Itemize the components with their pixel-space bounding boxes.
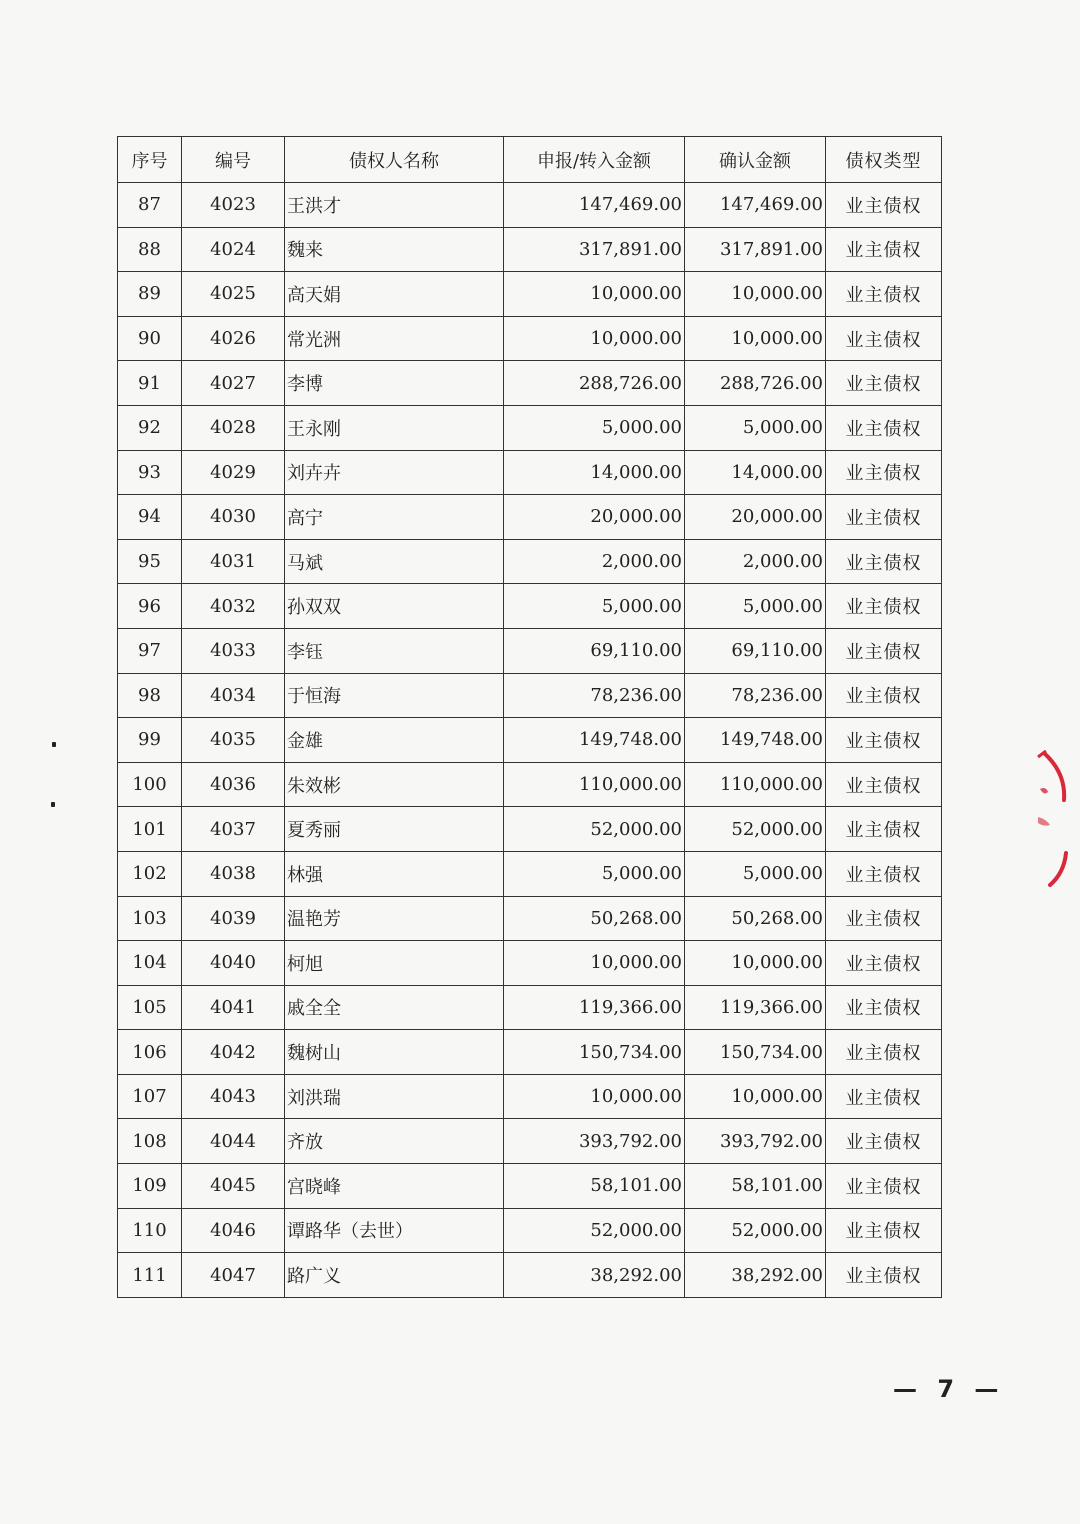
table-row — [118, 361, 942, 406]
cell-declared-amount: 317,891.00 — [504, 227, 685, 272]
cell-code: 4033 — [182, 628, 285, 673]
table-row — [118, 762, 942, 807]
cell-seq: 106 — [118, 1030, 182, 1075]
cell-seq: 99 — [118, 718, 182, 763]
cell-declared-amount: 20,000.00 — [504, 495, 685, 540]
table-row — [118, 183, 942, 228]
table-row — [118, 851, 942, 896]
cell-seq: 95 — [118, 539, 182, 584]
cell-seq: 93 — [118, 450, 182, 495]
cell-claim-type: 业主债权 — [826, 1030, 942, 1075]
cell-declared-amount: 5,000.00 — [504, 405, 685, 450]
table-row — [118, 941, 942, 986]
cell-code: 4043 — [182, 1074, 285, 1119]
cell-name: 夏秀丽 — [285, 807, 504, 852]
cell-name: 路广义 — [285, 1253, 504, 1298]
cell-code: 4034 — [182, 673, 285, 718]
table-row — [118, 1074, 942, 1119]
cell-code: 4025 — [182, 272, 285, 317]
cell-declared-amount: 288,726.00 — [504, 361, 685, 406]
cell-code: 4045 — [182, 1164, 285, 1209]
cell-confirmed-amount: 10,000.00 — [685, 1074, 826, 1119]
cell-confirmed-amount: 5,000.00 — [685, 851, 826, 896]
seal-stamp-fragment — [1030, 745, 1080, 890]
cell-claim-type: 业主债权 — [826, 851, 942, 896]
table-row — [118, 539, 942, 584]
cell-code: 4037 — [182, 807, 285, 852]
cell-confirmed-amount: 69,110.00 — [685, 628, 826, 673]
cell-name: 魏来 — [285, 227, 504, 272]
cell-confirmed-amount: 110,000.00 — [685, 762, 826, 807]
cell-seq: 94 — [118, 495, 182, 540]
cell-seq: 87 — [118, 183, 182, 228]
cell-declared-amount: 393,792.00 — [504, 1119, 685, 1164]
cell-name: 孙双双 — [285, 584, 504, 629]
header-name: 债权人名称 — [285, 137, 504, 183]
cell-seq: 92 — [118, 405, 182, 450]
cell-confirmed-amount: 10,000.00 — [685, 272, 826, 317]
cell-confirmed-amount: 5,000.00 — [685, 584, 826, 629]
cell-seq: 96 — [118, 584, 182, 629]
cell-code: 4040 — [182, 941, 285, 986]
cell-confirmed-amount: 20,000.00 — [685, 495, 826, 540]
cell-claim-type: 业主债权 — [826, 807, 942, 852]
cell-confirmed-amount: 52,000.00 — [685, 1208, 826, 1253]
cell-claim-type: 业主债权 — [826, 272, 942, 317]
cell-code: 4024 — [182, 227, 285, 272]
cell-seq: 102 — [118, 851, 182, 896]
cell-seq: 109 — [118, 1164, 182, 1209]
cell-name: 柯旭 — [285, 941, 504, 986]
cell-claim-type: 业主债权 — [826, 762, 942, 807]
cell-claim-type: 业主债权 — [826, 1074, 942, 1119]
cell-name: 魏树山 — [285, 1030, 504, 1075]
cell-name: 李博 — [285, 361, 504, 406]
creditor-table — [117, 136, 942, 1298]
header-confirmed: 确认金额 — [685, 137, 826, 183]
cell-code: 4035 — [182, 718, 285, 763]
cell-confirmed-amount: 150,734.00 — [685, 1030, 826, 1075]
cell-seq: 88 — [118, 227, 182, 272]
cell-name: 王洪才 — [285, 183, 504, 228]
cell-code: 4041 — [182, 985, 285, 1030]
header-seq: 序号 — [118, 137, 182, 183]
cell-name: 刘卉卉 — [285, 450, 504, 495]
header-code: 编号 — [182, 137, 285, 183]
cell-confirmed-amount: 5,000.00 — [685, 405, 826, 450]
table-row — [118, 807, 942, 852]
cell-name: 温艳芳 — [285, 896, 504, 941]
cell-declared-amount: 10,000.00 — [504, 272, 685, 317]
cell-confirmed-amount: 149,748.00 — [685, 718, 826, 763]
cell-code: 4038 — [182, 851, 285, 896]
header-type: 债权类型 — [826, 137, 942, 183]
table-row — [118, 495, 942, 540]
scan-speck — [51, 802, 55, 807]
cell-claim-type: 业主债权 — [826, 673, 942, 718]
cell-seq: 91 — [118, 361, 182, 406]
cell-code: 4028 — [182, 405, 285, 450]
cell-code: 4027 — [182, 361, 285, 406]
cell-code: 4030 — [182, 495, 285, 540]
cell-claim-type: 业主债权 — [826, 450, 942, 495]
cell-name: 朱效彬 — [285, 762, 504, 807]
cell-claim-type: 业主债权 — [826, 941, 942, 986]
cell-claim-type: 业主债权 — [826, 1164, 942, 1209]
cell-claim-type: 业主债权 — [826, 1253, 942, 1298]
cell-claim-type: 业主债权 — [826, 1208, 942, 1253]
table-row — [118, 896, 942, 941]
cell-confirmed-amount: 2,000.00 — [685, 539, 826, 584]
cell-claim-type: 业主债权 — [826, 1119, 942, 1164]
cell-seq: 98 — [118, 673, 182, 718]
scan-speck — [52, 742, 56, 747]
cell-seq: 89 — [118, 272, 182, 317]
table-row — [118, 405, 942, 450]
cell-declared-amount: 14,000.00 — [504, 450, 685, 495]
cell-claim-type: 业主债权 — [826, 316, 942, 361]
cell-name: 李钰 — [285, 628, 504, 673]
table-row — [118, 584, 942, 629]
cell-code: 4046 — [182, 1208, 285, 1253]
cell-name: 金雄 — [285, 718, 504, 763]
cell-claim-type: 业主债权 — [826, 361, 942, 406]
cell-declared-amount: 69,110.00 — [504, 628, 685, 673]
cell-code: 4047 — [182, 1253, 285, 1298]
cell-confirmed-amount: 317,891.00 — [685, 227, 826, 272]
table-row — [118, 316, 942, 361]
cell-confirmed-amount: 119,366.00 — [685, 985, 826, 1030]
cell-seq: 108 — [118, 1119, 182, 1164]
cell-declared-amount: 50,268.00 — [504, 896, 685, 941]
cell-declared-amount: 10,000.00 — [504, 316, 685, 361]
table-row — [118, 1164, 942, 1209]
cell-confirmed-amount: 14,000.00 — [685, 450, 826, 495]
cell-name: 于恒海 — [285, 673, 504, 718]
cell-code: 4039 — [182, 896, 285, 941]
cell-seq: 104 — [118, 941, 182, 986]
cell-seq: 111 — [118, 1253, 182, 1298]
table-row — [118, 450, 942, 495]
cell-declared-amount: 2,000.00 — [504, 539, 685, 584]
cell-confirmed-amount: 78,236.00 — [685, 673, 826, 718]
cell-code: 4031 — [182, 539, 285, 584]
cell-seq: 100 — [118, 762, 182, 807]
cell-declared-amount: 52,000.00 — [504, 807, 685, 852]
cell-name: 宫晓峰 — [285, 1164, 504, 1209]
cell-name: 王永刚 — [285, 405, 504, 450]
cell-code: 4026 — [182, 316, 285, 361]
table-row — [118, 985, 942, 1030]
cell-claim-type: 业主债权 — [826, 985, 942, 1030]
cell-seq: 105 — [118, 985, 182, 1030]
table-row — [118, 1208, 942, 1253]
cell-name: 高宁 — [285, 495, 504, 540]
cell-seq: 90 — [118, 316, 182, 361]
cell-confirmed-amount: 393,792.00 — [685, 1119, 826, 1164]
cell-name: 戚全全 — [285, 985, 504, 1030]
cell-name: 林强 — [285, 851, 504, 896]
table-row — [118, 1119, 942, 1164]
cell-name: 齐放 — [285, 1119, 504, 1164]
table-row — [118, 1253, 942, 1298]
table-row — [118, 227, 942, 272]
cell-declared-amount: 149,748.00 — [504, 718, 685, 763]
table-row — [118, 718, 942, 763]
cell-declared-amount: 147,469.00 — [504, 183, 685, 228]
table-body — [118, 183, 942, 1298]
cell-declared-amount: 110,000.00 — [504, 762, 685, 807]
cell-code: 4029 — [182, 450, 285, 495]
cell-declared-amount: 38,292.00 — [504, 1253, 685, 1298]
cell-claim-type: 业主债权 — [826, 896, 942, 941]
cell-name: 常光洲 — [285, 316, 504, 361]
cell-code: 4036 — [182, 762, 285, 807]
table-header-row — [118, 137, 942, 183]
table-row — [118, 1030, 942, 1075]
cell-confirmed-amount: 58,101.00 — [685, 1164, 826, 1209]
cell-declared-amount: 5,000.00 — [504, 584, 685, 629]
cell-confirmed-amount: 10,000.00 — [685, 941, 826, 986]
page-number: — 7 — — [893, 1375, 1005, 1403]
cell-confirmed-amount: 288,726.00 — [685, 361, 826, 406]
cell-declared-amount: 150,734.00 — [504, 1030, 685, 1075]
cell-claim-type: 业主债权 — [826, 584, 942, 629]
cell-claim-type: 业主债权 — [826, 495, 942, 540]
table-row — [118, 628, 942, 673]
cell-claim-type: 业主债权 — [826, 539, 942, 584]
cell-name: 谭路华（去世） — [285, 1208, 504, 1253]
cell-claim-type: 业主债权 — [826, 227, 942, 272]
cell-code: 4044 — [182, 1119, 285, 1164]
cell-declared-amount: 5,000.00 — [504, 851, 685, 896]
table-row — [118, 272, 942, 317]
cell-name: 高天娟 — [285, 272, 504, 317]
cell-confirmed-amount: 147,469.00 — [685, 183, 826, 228]
cell-claim-type: 业主债权 — [826, 405, 942, 450]
cell-declared-amount: 10,000.00 — [504, 941, 685, 986]
cell-claim-type: 业主债权 — [826, 628, 942, 673]
cell-code: 4042 — [182, 1030, 285, 1075]
cell-confirmed-amount: 50,268.00 — [685, 896, 826, 941]
cell-seq: 101 — [118, 807, 182, 852]
cell-claim-type: 业主债权 — [826, 183, 942, 228]
cell-declared-amount: 58,101.00 — [504, 1164, 685, 1209]
cell-declared-amount: 78,236.00 — [504, 673, 685, 718]
cell-declared-amount: 52,000.00 — [504, 1208, 685, 1253]
cell-confirmed-amount: 38,292.00 — [685, 1253, 826, 1298]
cell-declared-amount: 10,000.00 — [504, 1074, 685, 1119]
cell-code: 4023 — [182, 183, 285, 228]
header-declared: 申报/转入金额 — [504, 137, 685, 183]
cell-seq: 103 — [118, 896, 182, 941]
cell-code: 4032 — [182, 584, 285, 629]
cell-claim-type: 业主债权 — [826, 718, 942, 763]
cell-seq: 97 — [118, 628, 182, 673]
cell-name: 刘洪瑞 — [285, 1074, 504, 1119]
cell-seq: 110 — [118, 1208, 182, 1253]
cell-confirmed-amount: 10,000.00 — [685, 316, 826, 361]
cell-seq: 107 — [118, 1074, 182, 1119]
cell-confirmed-amount: 52,000.00 — [685, 807, 826, 852]
cell-name: 马斌 — [285, 539, 504, 584]
table-row — [118, 673, 942, 718]
cell-declared-amount: 119,366.00 — [504, 985, 685, 1030]
